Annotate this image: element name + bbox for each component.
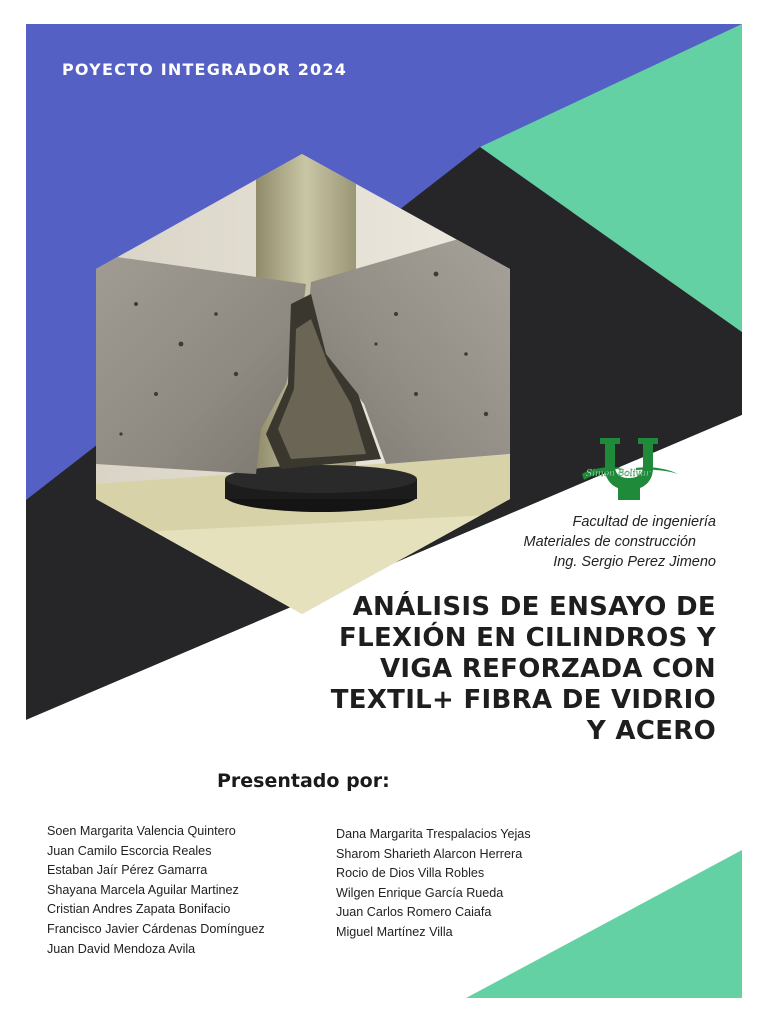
title-line: Y ACERO [586,716,716,746]
project-label: POYECTO INTEGRADOR 2024 [62,60,348,79]
title-line: VIGA REFORZADA CON [379,654,716,684]
title-line: FLEXIÓN EN CILINDROS Y [339,623,716,653]
author-name: Juan Carlos Romero Caiafa [336,905,492,920]
author-name: Dana Margarita Trespalacios Yejas [336,827,531,841]
presented-by-heading: Presentado por: [217,770,390,792]
author-name: Sharom Sharieth Alarcon Herrera [336,846,523,861]
author-name: Miguel Martínez Villa [336,924,453,939]
authors-right-column [336,825,531,943]
author-name: Wilgen Enrique García Rueda [336,885,504,900]
author-name: Shayana Marcela Aguilar Martinez [47,882,239,897]
institution-info [456,512,716,572]
author-name: Estaban Jaír Pérez Gamarra [47,863,208,878]
university-logo [578,434,682,504]
beam-test-photo [96,154,516,614]
author-name: Juan Camilo Escorcia Reales [47,843,212,858]
author-name: Rocio de Dios Villa Robles [336,866,485,881]
author-name: Soen Margarita Valencia Quintero [47,824,236,838]
author-name: Juan David Mendoza Avila [47,941,196,956]
title-line: ANÁLISIS DE ENSAYO DE [352,592,716,622]
document-title [296,592,716,747]
faculty-text: Facultad de ingeniería [572,514,716,530]
svg-text:Simon Bolivar: Simon Bolivar [586,469,651,479]
title-line: TEXTIL+ FIBRA DE VIDRIO [330,685,716,715]
author-name: Cristian Andres Zapata Bonifacio [47,902,231,917]
professor-text: Ing. Sergio Perez Jimeno [553,554,716,570]
authors-left-column [47,822,265,959]
course-text: Materiales de construcción [523,534,696,550]
author-name: Francisco Javier Cárdenas Domínguez [47,921,265,936]
